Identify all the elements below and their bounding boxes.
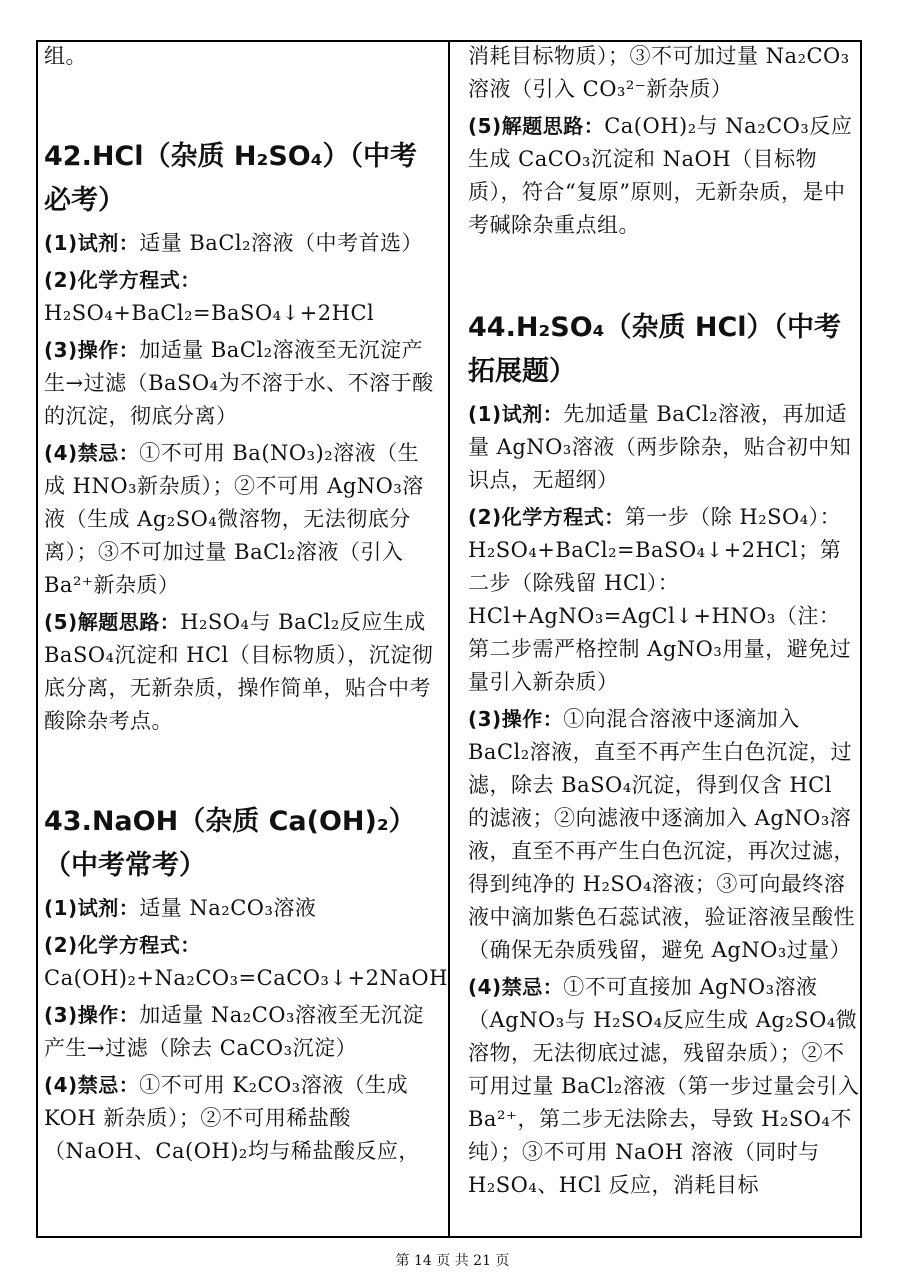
- s42-reagent: [44, 227, 440, 260]
- s44-operation-label: (3)操作：: [468, 707, 564, 731]
- s43-equation-text: Ca(OH)₂+Na₂CO₃=CaCO₃↓+2NaOH: [44, 966, 448, 990]
- s44-operation-text: ①向混合溶液中逐滴加入 BaCl₂溶液，直至不再产生白色沉淀，过滤，除去 BaSO₄沉淀，得到仅含 HCl 的滤液；②向滤液中逐滴加入 AgNO₃溶液，直至不再产生白色沉淀，再次过滤，得到纯净的 H₂SO₄溶液；③可向最终溶液中滴加紫色石蕊试液，验证溶液呈酸性（确保无杂质残留，避免 AgNO₃过量）: [468, 707, 855, 962]
- s42-idea: [44, 606, 440, 738]
- s42-taboo-text: ①不可用 Ba(NO₃)₂溶液（生成 HNO₃新杂质）；②不可用 AgNO₃溶液（生成 Ag₂SO₄微溶物，无法彻底分离）；③不可加过量 BaCl₂溶液（引入 Ba²⁺新杂质）: [44, 441, 424, 597]
- s44-equation: [468, 501, 860, 699]
- section-44: [468, 306, 860, 1202]
- section-42-title-line2: 必考）: [44, 185, 125, 216]
- s43-taboo: [44, 1069, 440, 1168]
- s44-reagent-label: (1)试剂：: [468, 402, 564, 426]
- section-44-title-line2: 拓展题）: [468, 356, 576, 387]
- s43-idea: [468, 110, 860, 242]
- s42-equation-text: H₂SO₄+BaCl₂=BaSO₄↓+2HCl: [44, 301, 375, 325]
- s42-reagent-label: (1)试剂：: [44, 231, 140, 255]
- s42-idea-text: H₂SO₄与 BaCl₂反应生成 BaSO₄沉淀和 HCl（目标物质），沉淀彻底分离，无新杂质，操作简单，贴合中考酸除杂考点。: [44, 610, 434, 733]
- s43-taboo-label: (4)禁忌：: [44, 1073, 140, 1097]
- continued-text: 组。: [44, 44, 87, 68]
- s42-taboo: [44, 437, 440, 602]
- s44-taboo-text: ①不可直接加 AgNO₃溶液（AgNO₃与 H₂SO₄反应生成 Ag₂SO₄微溶物，无法彻底过滤，残留杂质）；②不可用过量 BaCl₂溶液（第一步过量会引入 Ba²⁺，第二步无法除去，导致 H₂SO₄不纯）；③不可用 NaOH 溶液（同时与 H₂SO₄、HCl 反应，消耗目标: [468, 975, 860, 1197]
- column-divider: [448, 40, 450, 1238]
- s43-operation-label: (3)操作：: [44, 1003, 140, 1027]
- s42-idea-label: (5)解题思路：: [44, 610, 181, 634]
- s42-equation: [44, 264, 440, 330]
- s44-taboo: [468, 971, 860, 1202]
- section-44-title: 44.H₂SO₄（杂质 HCl）（中考: [468, 312, 842, 343]
- s43-idea-label: (5)解题思路：: [468, 114, 605, 138]
- section-42-title: 42.HCl（杂质 H₂SO₄）（中考: [44, 141, 418, 172]
- section-43-title-line2: （中考常考）: [44, 850, 206, 881]
- s43-taboo-text: ①不可用 K₂CO₃溶液（生成 KOH 新杂质）；②不可用稀盐酸（NaOH、Ca(OH)₂均与稀盐酸反应，: [44, 1073, 420, 1163]
- s42-equation-label: (2)化学方程式：: [44, 268, 201, 292]
- s42-reagent-text: 适量 BaCl₂溶液（中考首选）: [139, 231, 424, 255]
- s42-operation-text: 加适量 BaCl₂溶液至无沉淀产生→过滤（BaSO₄为不溶于水、不溶于酸的沉淀，彻底分离）: [44, 338, 434, 428]
- s44-reagent: [468, 398, 860, 497]
- s44-operation: [468, 703, 860, 967]
- continued-text-right: 消耗目标物质）；③不可加过量 Na₂CO₃溶液（引入 CO₃²⁻新杂质）: [468, 44, 850, 101]
- section-43-title: 43.NaOH（杂质 Ca(OH)₂）: [44, 806, 416, 837]
- s44-reagent-text: 先加适量 BaCl₂溶液，再加适量 AgNO₃溶液（两步除杂，贴合初中知识点，无超纲）: [468, 402, 852, 492]
- s43-reagent: [44, 892, 440, 925]
- s42-operation-label: (3)操作：: [44, 338, 140, 362]
- right-column: [468, 40, 860, 1202]
- s42-taboo-label: (4)禁忌：: [44, 441, 140, 465]
- s43-reagent-text: 适量 Na₂CO₃溶液: [139, 896, 317, 920]
- s44-equation-label: (2)化学方程式：: [468, 505, 625, 529]
- s43-equation: [44, 929, 448, 995]
- section-42: [44, 135, 440, 738]
- s43-operation: [44, 999, 440, 1065]
- s43-reagent-label: (1)试剂：: [44, 896, 140, 920]
- left-column: [44, 40, 448, 1168]
- s44-equation-text: 第一步（除 H₂SO₄）：H₂SO₄+BaCl₂=BaSO₄↓+2HCl；第二步（除残留 HCl）：HCl+AgNO₃=AgCl↓+HNO₃（注：第二步需严格控制 AgNO₃用量，避免过量引入新杂质）: [468, 505, 852, 694]
- s42-operation: [44, 334, 440, 433]
- s43-idea-text: Ca(OH)₂与 Na₂CO₃反应生成 CaCO₃沉淀和 NaOH（目标物质），符合“复原”原则，无新杂质，是中考碱除杂重点组。: [468, 114, 853, 237]
- s44-taboo-label: (4)禁忌：: [468, 975, 564, 999]
- page-number: 第 14 页 共 21 页: [395, 1253, 510, 1269]
- section-43: [44, 800, 448, 1168]
- s43-equation-label: (2)化学方程式：: [44, 933, 201, 957]
- s43-operation-text: 加适量 Na₂CO₃溶液至无沉淀产生→过滤（除去 CaCO₃沉淀）: [44, 1003, 424, 1060]
